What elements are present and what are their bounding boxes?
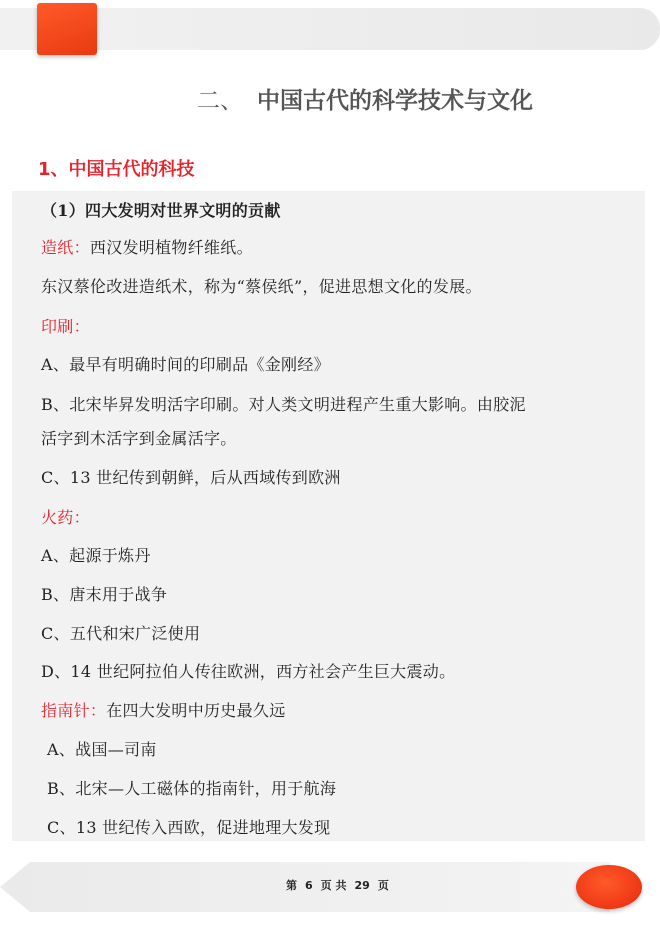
section-heading: 1、中国古代的科技 bbox=[38, 159, 195, 180]
compass-item-b: B、北宋—人工磁体的指南针，用于航海 bbox=[47, 779, 337, 798]
page-number-suffix: 页 bbox=[377, 879, 389, 892]
printing-item-c: C、13 世纪传到朝鲜，后从西域传到欧洲 bbox=[41, 468, 341, 487]
printing-label: 印刷： bbox=[41, 317, 90, 336]
compass-summary: 在四大发明中历史最久远 bbox=[106, 701, 286, 720]
compass-line bbox=[41, 699, 286, 723]
page-number-total: 29 bbox=[354, 879, 370, 892]
page-number-current: 6 bbox=[305, 879, 313, 892]
gunpowder-item-d: D、14 世纪阿拉伯人传往欧洲，西方社会产生巨大震动。 bbox=[41, 662, 456, 681]
gunpowder-label: 火药： bbox=[41, 508, 90, 527]
printing-item-b: B、北宋毕昇发明活字印刷。对人类文明进程产生重大影响。由胶泥 bbox=[41, 395, 526, 414]
printing-item-b-cont: 活字到木活字到金属活字。 bbox=[41, 429, 237, 448]
papermaking-line-1 bbox=[41, 236, 253, 260]
compass-item-c: C、13 世纪传入西欧，促进地理大发现 bbox=[47, 818, 331, 837]
papermaking-label: 造纸： bbox=[41, 238, 90, 257]
page-number-prefix: 第 bbox=[286, 879, 297, 892]
page-title bbox=[197, 82, 533, 115]
gunpowder-item-a: A、起源于炼丹 bbox=[41, 546, 151, 565]
gunpowder-item-b: B、唐末用于战争 bbox=[41, 585, 168, 604]
papermaking-text-1: 西汉发明植物纤维纸。 bbox=[89, 238, 253, 257]
gunpowder-item-c: C、五代和宋广泛使用 bbox=[41, 624, 201, 643]
page-title-text: 中国古代的科学技术与文化 bbox=[257, 88, 533, 114]
papermaking-line-2: 东汉蔡伦改进造纸术，称为“蔡侯纸”，促进思想文化的发展。 bbox=[41, 277, 482, 296]
printing-item-a: A、最早有明确时间的印刷品《金刚经》 bbox=[41, 355, 330, 374]
page-number bbox=[282, 877, 393, 893]
header-band bbox=[0, 8, 660, 50]
subsection-heading: （1）四大发明对世界文明的贡献 bbox=[41, 201, 281, 220]
compass-label: 指南针： bbox=[41, 701, 107, 720]
header-accent-square bbox=[37, 3, 97, 55]
page-number-middle: 页 共 bbox=[320, 879, 347, 892]
compass-item-a: A、战国—司南 bbox=[47, 740, 157, 759]
footer-accent-oval bbox=[576, 865, 642, 909]
page-title-number: 二、 bbox=[197, 88, 243, 114]
